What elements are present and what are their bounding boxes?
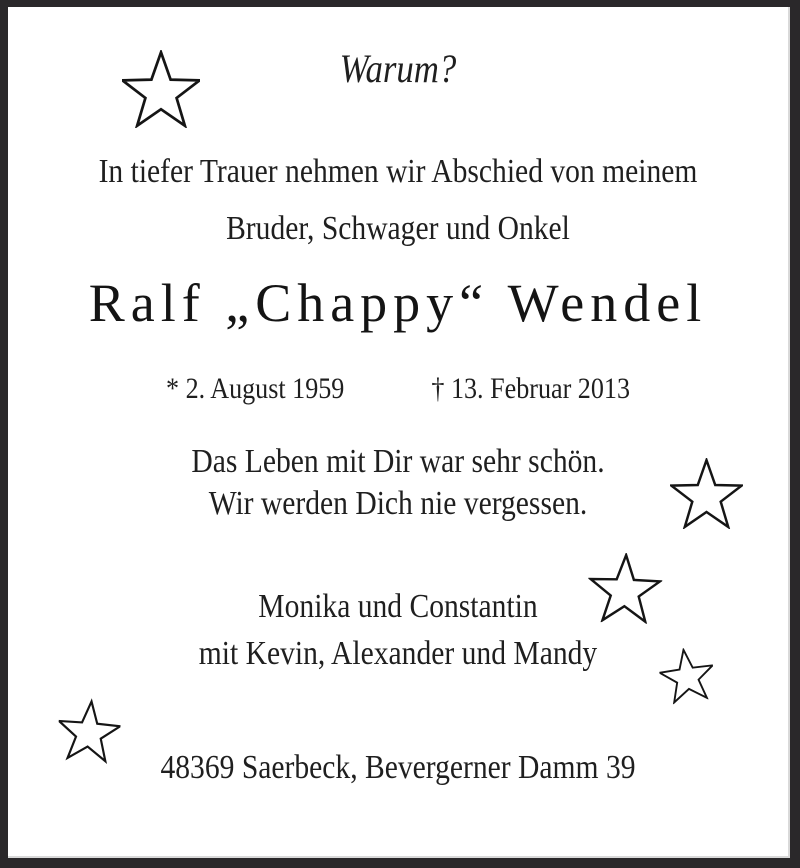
life-dates-row [59,374,738,404]
obituary-card [8,7,790,858]
mourners-line-1: Monika und Constantin [258,588,538,625]
mourners-line-2: mit Kevin, Alexander und Mandy [198,635,598,672]
address-line: 48369 Saerbeck, Bevergerner Damm 39 [160,749,636,786]
farewell-line-2: Wir werden Dich nie vergessen. [208,485,588,522]
star-icon-middle-right [670,458,743,529]
question-text: Warum? [339,46,457,91]
intro-line-2: Bruder, Schwager und Onkel [226,210,570,247]
intro-line-1: In tiefer Trauer nehmen wir Abschied von meinem [98,153,698,190]
death-date: † 13. Februar 2013 [431,372,630,405]
birth-date: * 2. August 1959 [165,372,345,405]
farewell-line-1: Das Leben mit Dir war sehr schön. [191,443,605,480]
star-icon-lower-right [657,645,718,706]
deceased-name: Ralf „Chappy“ Wendel [88,273,708,333]
